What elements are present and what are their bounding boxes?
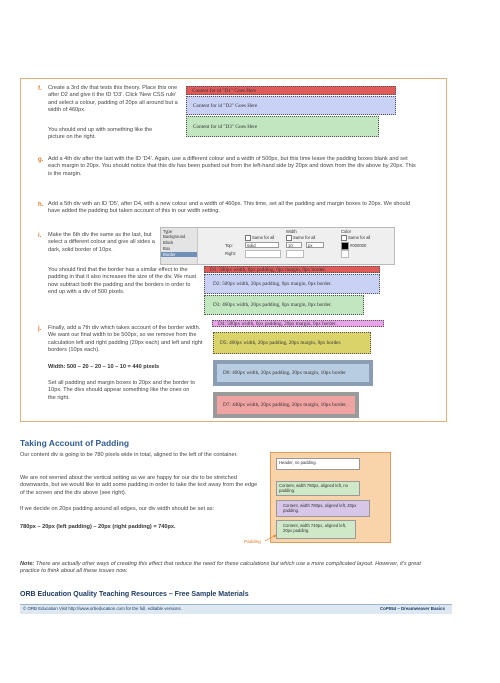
right-style-select[interactable] [245,250,281,258]
color-same-checkbox[interactable] [341,235,347,241]
footer-copyright: © ORB Education Visit http://www.orbeducation.com for the full, editable versions. [23,606,182,611]
demo-box-d3: Content for id "D3" Goes Here [186,116,379,137]
demo-box-d7: D7: 440px width, 20px padding, 20px margin, 10px border. [213,392,359,418]
step-i-letter: i. [38,233,42,239]
note-paragraph [20,561,440,576]
note-label: Note: [20,561,35,567]
demo-box-d4: D4: 500px width, 0px padding, 20px margin, 0px border. [212,320,384,327]
demo-box-d2: Content for id "D2" Goes Here [186,96,396,115]
diagram-content-1: Content, width 780px, aligned left, no padding. [276,481,360,496]
step-j-formula: Width: 500 – 20 – 20 – 10 – 10 = 440 pixels [48,364,160,370]
step-g-text: Add a 4th div after the last with the ID 'D4'. Again, use a different colour and a width of 500px, but this time leave the padding boxes blank and set each margin to 20px. You should notice that this div has been pushed out from the left-hand side by 20px and down from the div above by 20px. This is the margin. [48,156,416,177]
step-i-text: Make the 6th div the same as the last, but select a different colour and give all sides a dark, solid border of 10px. [48,232,155,253]
top-width-input[interactable]: 10 [286,242,302,248]
diagram-content-2: Content, width 780px, aligned left, 20px padding. [276,500,370,517]
category-border[interactable]: Border [161,252,197,257]
padding-label: Padding [244,539,261,544]
padding-p1: Our content div is going to be 780 pixels wide in total, aligned to the left of the container. [20,452,238,458]
diagram-header-box: Header, no padding. [276,458,360,470]
step-i-text-2: You should find that the border has a similar effect to the padding in that it also increases the size of the div. We must now subtract both the padding and the borders in order to end up with a div of 500 pixels. [48,267,197,296]
step-g-letter: g. [38,157,44,163]
step-f-text: Create a 3rd div that tests this theory. Place this one after D2 and give it the ID 'D3'. Click 'New CSS rule' and select a colour, padding of 20px all around but a width of 460px. [48,85,178,114]
demo-box-i-d3: D3: 460px width, 20px padding, 0px margin, 0px border. [204,295,364,315]
right-width-input[interactable] [286,250,304,258]
padding-p2: We are not worried about the vertical setting as we are happy for our div to be stretched downwards, but we would like to add some padding in order to take the text away from the edge of the screen and the div above (see right). [20,475,258,496]
padding-formula: 780px – 20px (left padding) – 20px (right padding) = 740px. [20,524,176,530]
demo-box-d5: D5: 460px width, 20px padding, 20px margin, 0px border. [213,332,371,354]
style-same-label: Same for all [252,235,275,240]
demo-box-d1: Content for id "D1" Goes Here [186,86,396,95]
top-color-swatch[interactable] [341,242,349,250]
category-block[interactable]: Block [163,240,174,245]
padding-arrow-icon [264,534,278,542]
width-header: Width [286,229,297,234]
top-label: Top: [225,243,233,248]
top-unit-select[interactable]: px [306,242,324,248]
padding-p3: If we decide on 20px padding around all edges, our div width should be set as: [20,506,215,512]
style-same-checkbox[interactable] [245,235,251,241]
color-header: Color [341,229,352,234]
step-h-letter: h. [38,202,44,208]
section-title: Taking Account of Padding [20,438,130,448]
step-j-letter: j. [38,326,42,332]
footer-course-code: CoP054 – Dreamweaver Basics [380,606,445,611]
step-h-text: Add a 5th div with an ID 'D5', after D4, with a new colour and a width of 460px. This time, set all the padding and margin boxes to 20px. We should have added the padding but taken account of this in our width setting. [48,201,410,215]
right-color-swatch[interactable] [341,250,349,258]
step-f-letter: f. [38,86,42,92]
color-same-label: Same for all [348,235,371,240]
category-background[interactable]: Background [163,234,186,239]
demo-box-d6: D6: 460px width, 20px padding, 20px margin, 10px border [213,360,373,386]
step-j-text-2: Set all padding and margin boxes to 20px and the border to 10px. The divs should appear something like the ones on the right. [48,380,196,401]
footer-title: ORB Education Quality Teaching Resources – Free Sample Materials [20,591,249,598]
category-box[interactable]: Box [163,246,171,251]
category-list [161,228,198,264]
step-f-text-2: You should end up with something like the picture on the right. [48,127,153,141]
diagram-content-3: Content, width 740px, aligned left, 20px padding. [276,520,356,539]
category-type[interactable]: Type [163,229,173,234]
css-border-panel [160,227,395,265]
demo-box-i-d1: D1: 500px width, 0px padding, 0px margin, 0px border. [204,266,380,273]
top-color-value[interactable]: #000000 [350,243,367,248]
width-same-checkbox[interactable] [286,235,292,241]
width-same-label: Same for all [293,235,316,240]
step-j-text: Finally, add a 7th div which takes account of the border width. We want our final width to be 500px, so we remove from the calculation left and right padding (20px each) and left and right borders (10px each). [48,325,203,354]
demo-box-i-d2: D2: 500px width, 20px padding, 0px margin, 0px border. [204,274,380,294]
right-label: Right: [225,251,236,256]
note-text: There are actually other ways of creating this effect that reduce the need for these calculations but which use a more complicated layout. However, it's great practice to think about all these issues now. [20,561,421,575]
top-style-select[interactable]: solid [245,242,279,248]
